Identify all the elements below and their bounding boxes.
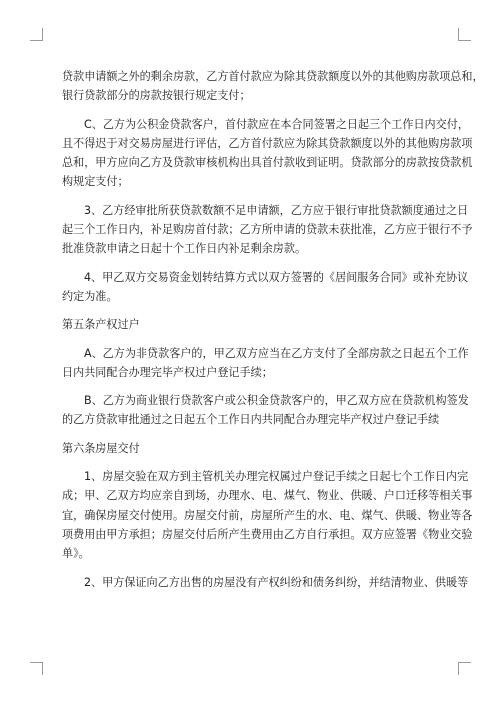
text-line: 2、甲方保证向乙方出售的房屋没有产权纠纷和债务纠纷，并结清物业、供暖等 (84, 575, 469, 589)
text-line: 起三个工作日内，补足购房首付款；乙方所申请的贷款未获批准，乙方应于银行不予 (62, 223, 473, 237)
text-line: 的乙方贷款审批通过之日起五个工作日内共同配合办理完毕产权过户登记手续 (62, 413, 440, 427)
paragraph (62, 115, 473, 192)
text-line: 银行贷款部分的房款按银行规定支付； (62, 89, 251, 103)
text-line: 总和，甲方应向乙方及贷款审核机构出具首付款收到证明。贷款部分的房款按贷款机 (62, 156, 473, 170)
text-line: 3、乙方经审批所获贷款数额不足申请额，乙方应于银行审批贷款额度通过之日 (84, 203, 469, 217)
text-line: B、乙方为商业银行贷款客户或公积金贷款客户的，甲乙双方应在贷款机构签发 (84, 394, 469, 408)
crop-mark-top-right (458, 28, 471, 41)
text-line: 4、甲乙双方交易资金划转结算方式以双方签署的《居间服务合同》或补充协议 (84, 270, 469, 284)
text-line: 日内共同配合办理完毕产权过户登记手续； (62, 365, 273, 379)
paragraph (62, 268, 469, 307)
text-line: C、乙方为公积金贷款客户，首付款应在本合同签署之日起三个工作日内交付， (84, 117, 469, 131)
paragraph (62, 391, 469, 430)
text-line: 批准贷款申请之日起十个工作日内补足剩余房款。 (62, 242, 307, 256)
text-line: 项费用由甲方承担；房屋交付后所产生费用由乙方自行承担。双方应签署《物业交验 (62, 527, 473, 541)
text-line: A、乙方为非贷款客户的，甲乙双方应当在乙方支付了全部房款之日起五个工作 (84, 346, 469, 360)
text-line: 单》。 (62, 547, 90, 561)
document-body (62, 67, 484, 601)
paragraph (62, 344, 469, 383)
section-heading (62, 439, 440, 458)
paragraph (62, 67, 484, 106)
text-line: 第五条产权过户 (62, 318, 140, 332)
crop-mark-bottom-left (30, 662, 43, 675)
crop-mark-top-left (30, 28, 43, 41)
text-line: 且不得迟于对交易房屋进行评估，乙方首付款应为除其贷款额度以外的其他购房款项 (62, 136, 473, 150)
section-heading (62, 315, 440, 334)
text-line: 1、房屋交验在双方到主管机关办理完权属过户登记手续之日起七个工作日内完 (84, 470, 469, 484)
text-line: 约定为准。 (62, 289, 118, 303)
paragraph (62, 201, 473, 259)
text-line: 第六条房屋交付 (62, 441, 140, 455)
text-line: 宜，确保房屋交付使用。房屋交付前，房屋所产生的水、电、煤气、供暖、物业等各 (62, 508, 473, 522)
paragraph (62, 573, 469, 592)
paragraph (62, 467, 473, 563)
text-line: 构规定支付； (62, 175, 129, 189)
crop-mark-bottom-right (458, 662, 471, 675)
text-line: 成；甲、乙双方均应亲自到场，办理水、电、煤气、物业、供暖、户口迁移等相关事 (62, 489, 473, 503)
text-line: 贷款申请额之外的剩余房款，乙方首付款应为除其贷款额度以外的其他购房款项总和， (62, 70, 484, 83)
